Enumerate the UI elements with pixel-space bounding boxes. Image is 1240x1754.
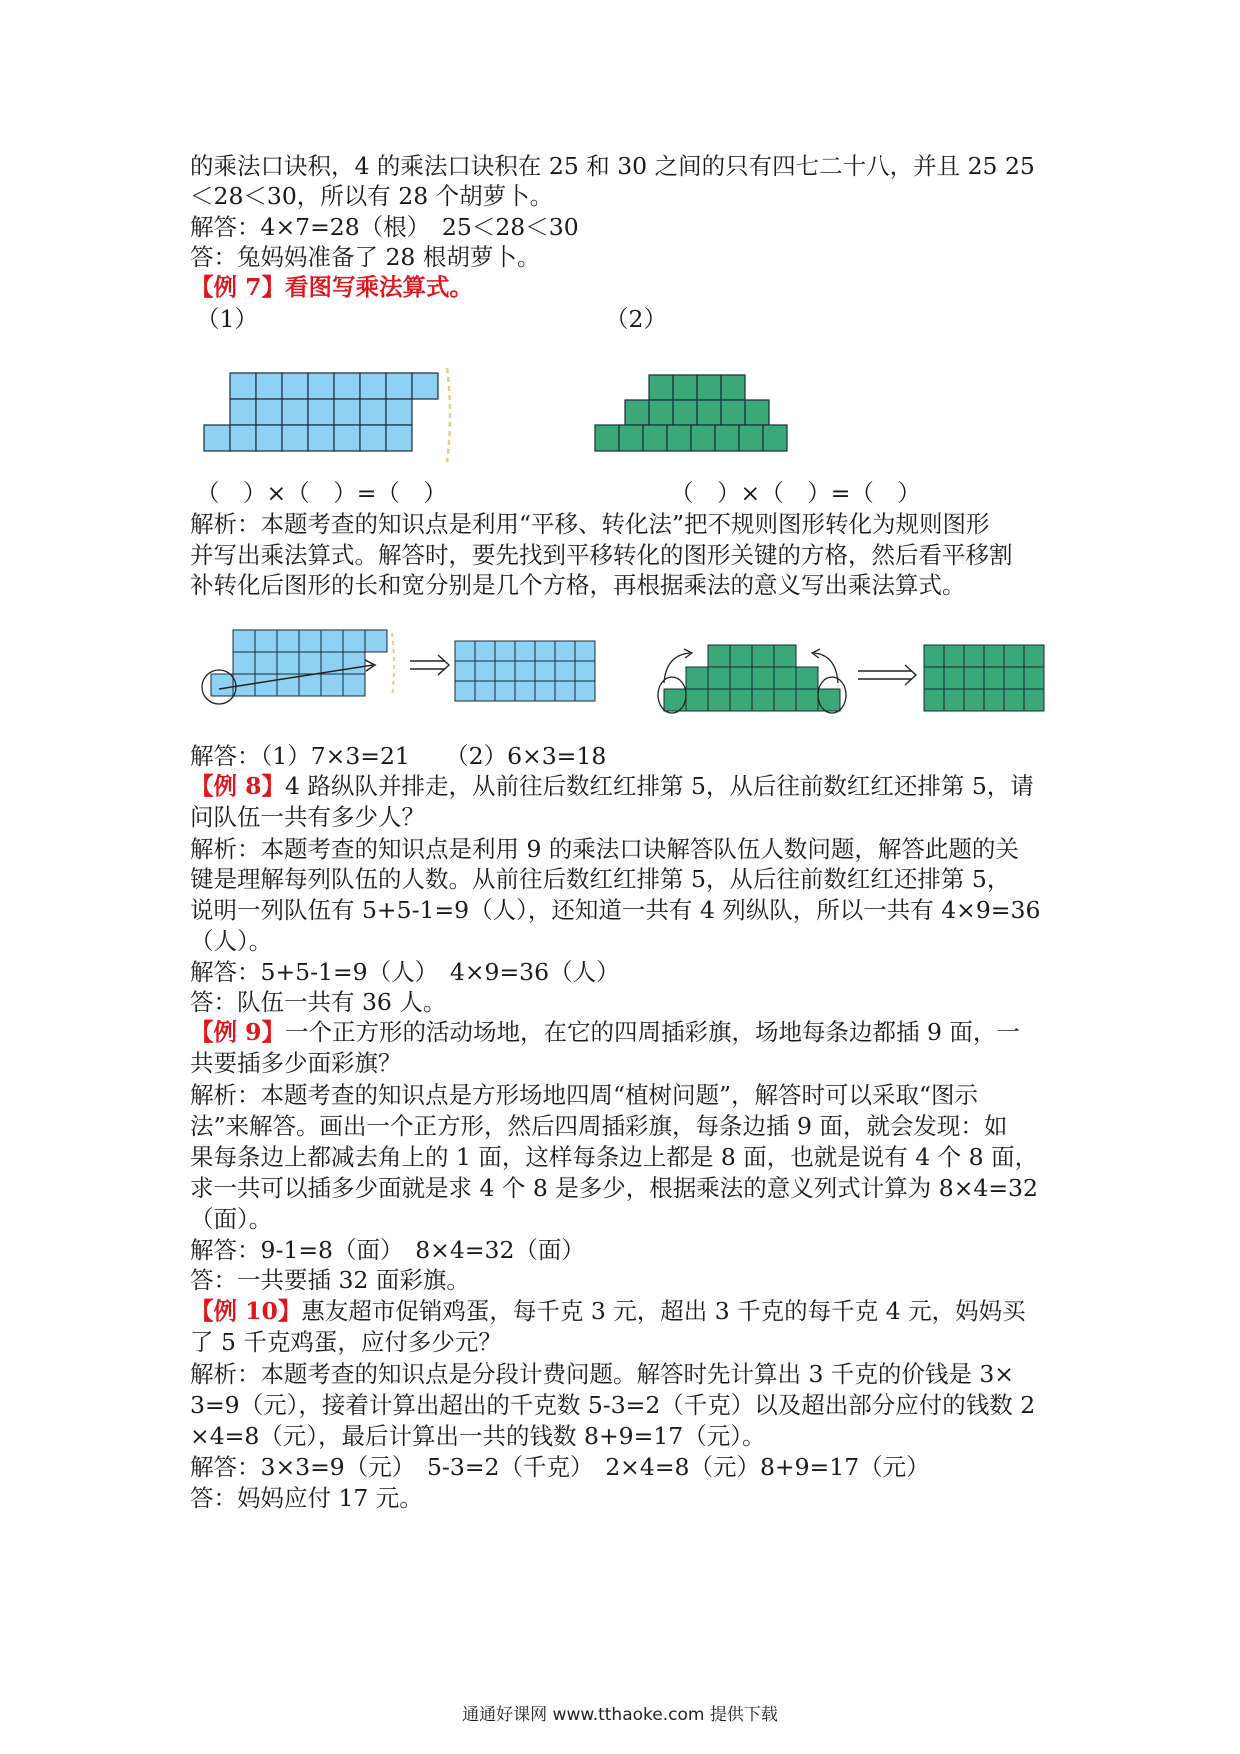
figure-1-blue-grid [195,360,475,470]
text-line: 答：兔妈妈准备了 28 根胡萝卜。 [190,243,541,271]
figure-label-1: （1） [196,305,258,333]
page-footer: 通通好课网 www.tthaoke.com 提供下载 [462,1705,778,1725]
analysis-line: （人）。 [190,927,273,955]
text-line: 的乘法口诀积，4 的乘法口诀积在 25 和 30 之间的只有四七二十八，并且 25 25 [190,152,1035,180]
example-9-question [190,1016,1060,1049]
translation-diagram-2 [650,625,1050,720]
solution-line: 解答：9-1=8（面） 8×4=32（面） [190,1236,585,1264]
analysis-line: 并写出乘法算式。解答时，要先找到平移转化的图形关键的方格，然后看平移割 [190,541,1013,569]
answer-line: 答：一共要插 32 面彩旗。 [190,1266,470,1294]
answer-line: 答：妈妈应付 17 元。 [190,1484,423,1512]
example-10-tag: 【例 10】 [190,1297,302,1325]
solution-line: 解答：5+5-1=9（人） 4×9=36（人） [190,958,620,986]
example-9-tag: 【例 9】 [190,1018,286,1046]
answer-line: 答：队伍一共有 36 人。 [190,988,447,1016]
example-10-question [190,1295,1060,1328]
example-8-question [190,770,1060,803]
analysis-line: 果每条边上都减去角上的 1 面，这样每条边上都是 8 面，也就是说有 4 个 8 面， [190,1143,1039,1171]
analysis-line: （面）。 [190,1205,273,1233]
analysis-line: 求一共可以插多少面就是求 4 个 8 是多少，根据乘法的意义列式计算为 8×4=32 [190,1174,1038,1202]
example-7-title: 【例 7】看图写乘法算式。 [190,273,474,301]
example-10-question-line-1: 惠友超市促销鸡蛋，每千克 3 元，超出 3 千克的每千克 4 元，妈妈买 [301,1297,1026,1325]
text-line: ＜28＜30，所以有 28 个胡萝卜。 [190,182,554,210]
text-line: 了 5 千克鸡蛋，应付多少元？ [190,1328,502,1356]
example-8-question-line-1: 4 路纵队并排走，从前往后数红红排第 5，从后往前数红红还排第 5，请 [285,772,1034,800]
analysis-line: 解析：本题考查的知识点是利用 9 的乘法口诀解答队伍人数问题，解答此题的关 [190,835,1019,863]
example-8-tag: 【例 8】 [190,772,286,800]
figure-2-green-grid [585,360,815,470]
example-7-answer: 解答：（1）7×3=21 （2）6×3=18 [190,742,607,770]
translation-diagram-1 [195,625,605,715]
blank-equation-1: （ ）×（ ）=（ ） [196,479,447,507]
text-line: 问队伍一共有多少人？ [190,803,425,831]
analysis-line: 补转化后图形的长和宽分别是几个方格，再根据乘法的意义写出乘法算式。 [190,571,966,599]
blank-equation-2: （ ）×（ ）=（ ） [670,479,921,507]
analysis-line: 解析：本题考查的知识点是方形场地四周“植树问题”，解答时可以采取“图示 [190,1081,979,1109]
solution-line: 解答：3×3=9（元） 5-3=2（千克） 2×4=8（元）8+9=17（元） [190,1453,930,1481]
analysis-line: 解析：本题考查的知识点是分段计费问题。解答时先计算出 3 千克的价钱是 3× [190,1360,1015,1388]
analysis-line: 键是理解每列队伍的人数。从前往后数红红排第 5，从后往前数红红还排第 5， [190,865,1011,893]
example-9-question-line-1: 一个正方形的活动场地，在它的四周插彩旗，场地每条边都插 9 面，一 [285,1018,1020,1046]
text-line: 解答：4×7=28（根） 25＜28＜30 [190,213,579,241]
analysis-line: 法”来解答。画出一个正方形，然后四周插彩旗，每条边插 9 面，就会发现：如 [190,1112,1008,1140]
text-line: 共要插多少面彩旗？ [190,1049,402,1077]
analysis-line: ×4=8（元），最后计算出一共的钱数 8+9=17（元）。 [190,1422,766,1450]
figure-label-2: （2） [605,305,667,333]
analysis-line: 3=9（元），接着计算出超出的千克数 5-3=2（千克）以及超出部分应付的钱数 2 [190,1391,1036,1419]
analysis-line: 说明一列队伍有 5+5-1=9（人），还知道一共有 4 列纵队，所以一共有 4×9=36 [190,896,1041,924]
analysis-line: 解析：本题考查的知识点是利用“平移、转化法”把不规则图形转化为规则图形 [190,510,990,538]
